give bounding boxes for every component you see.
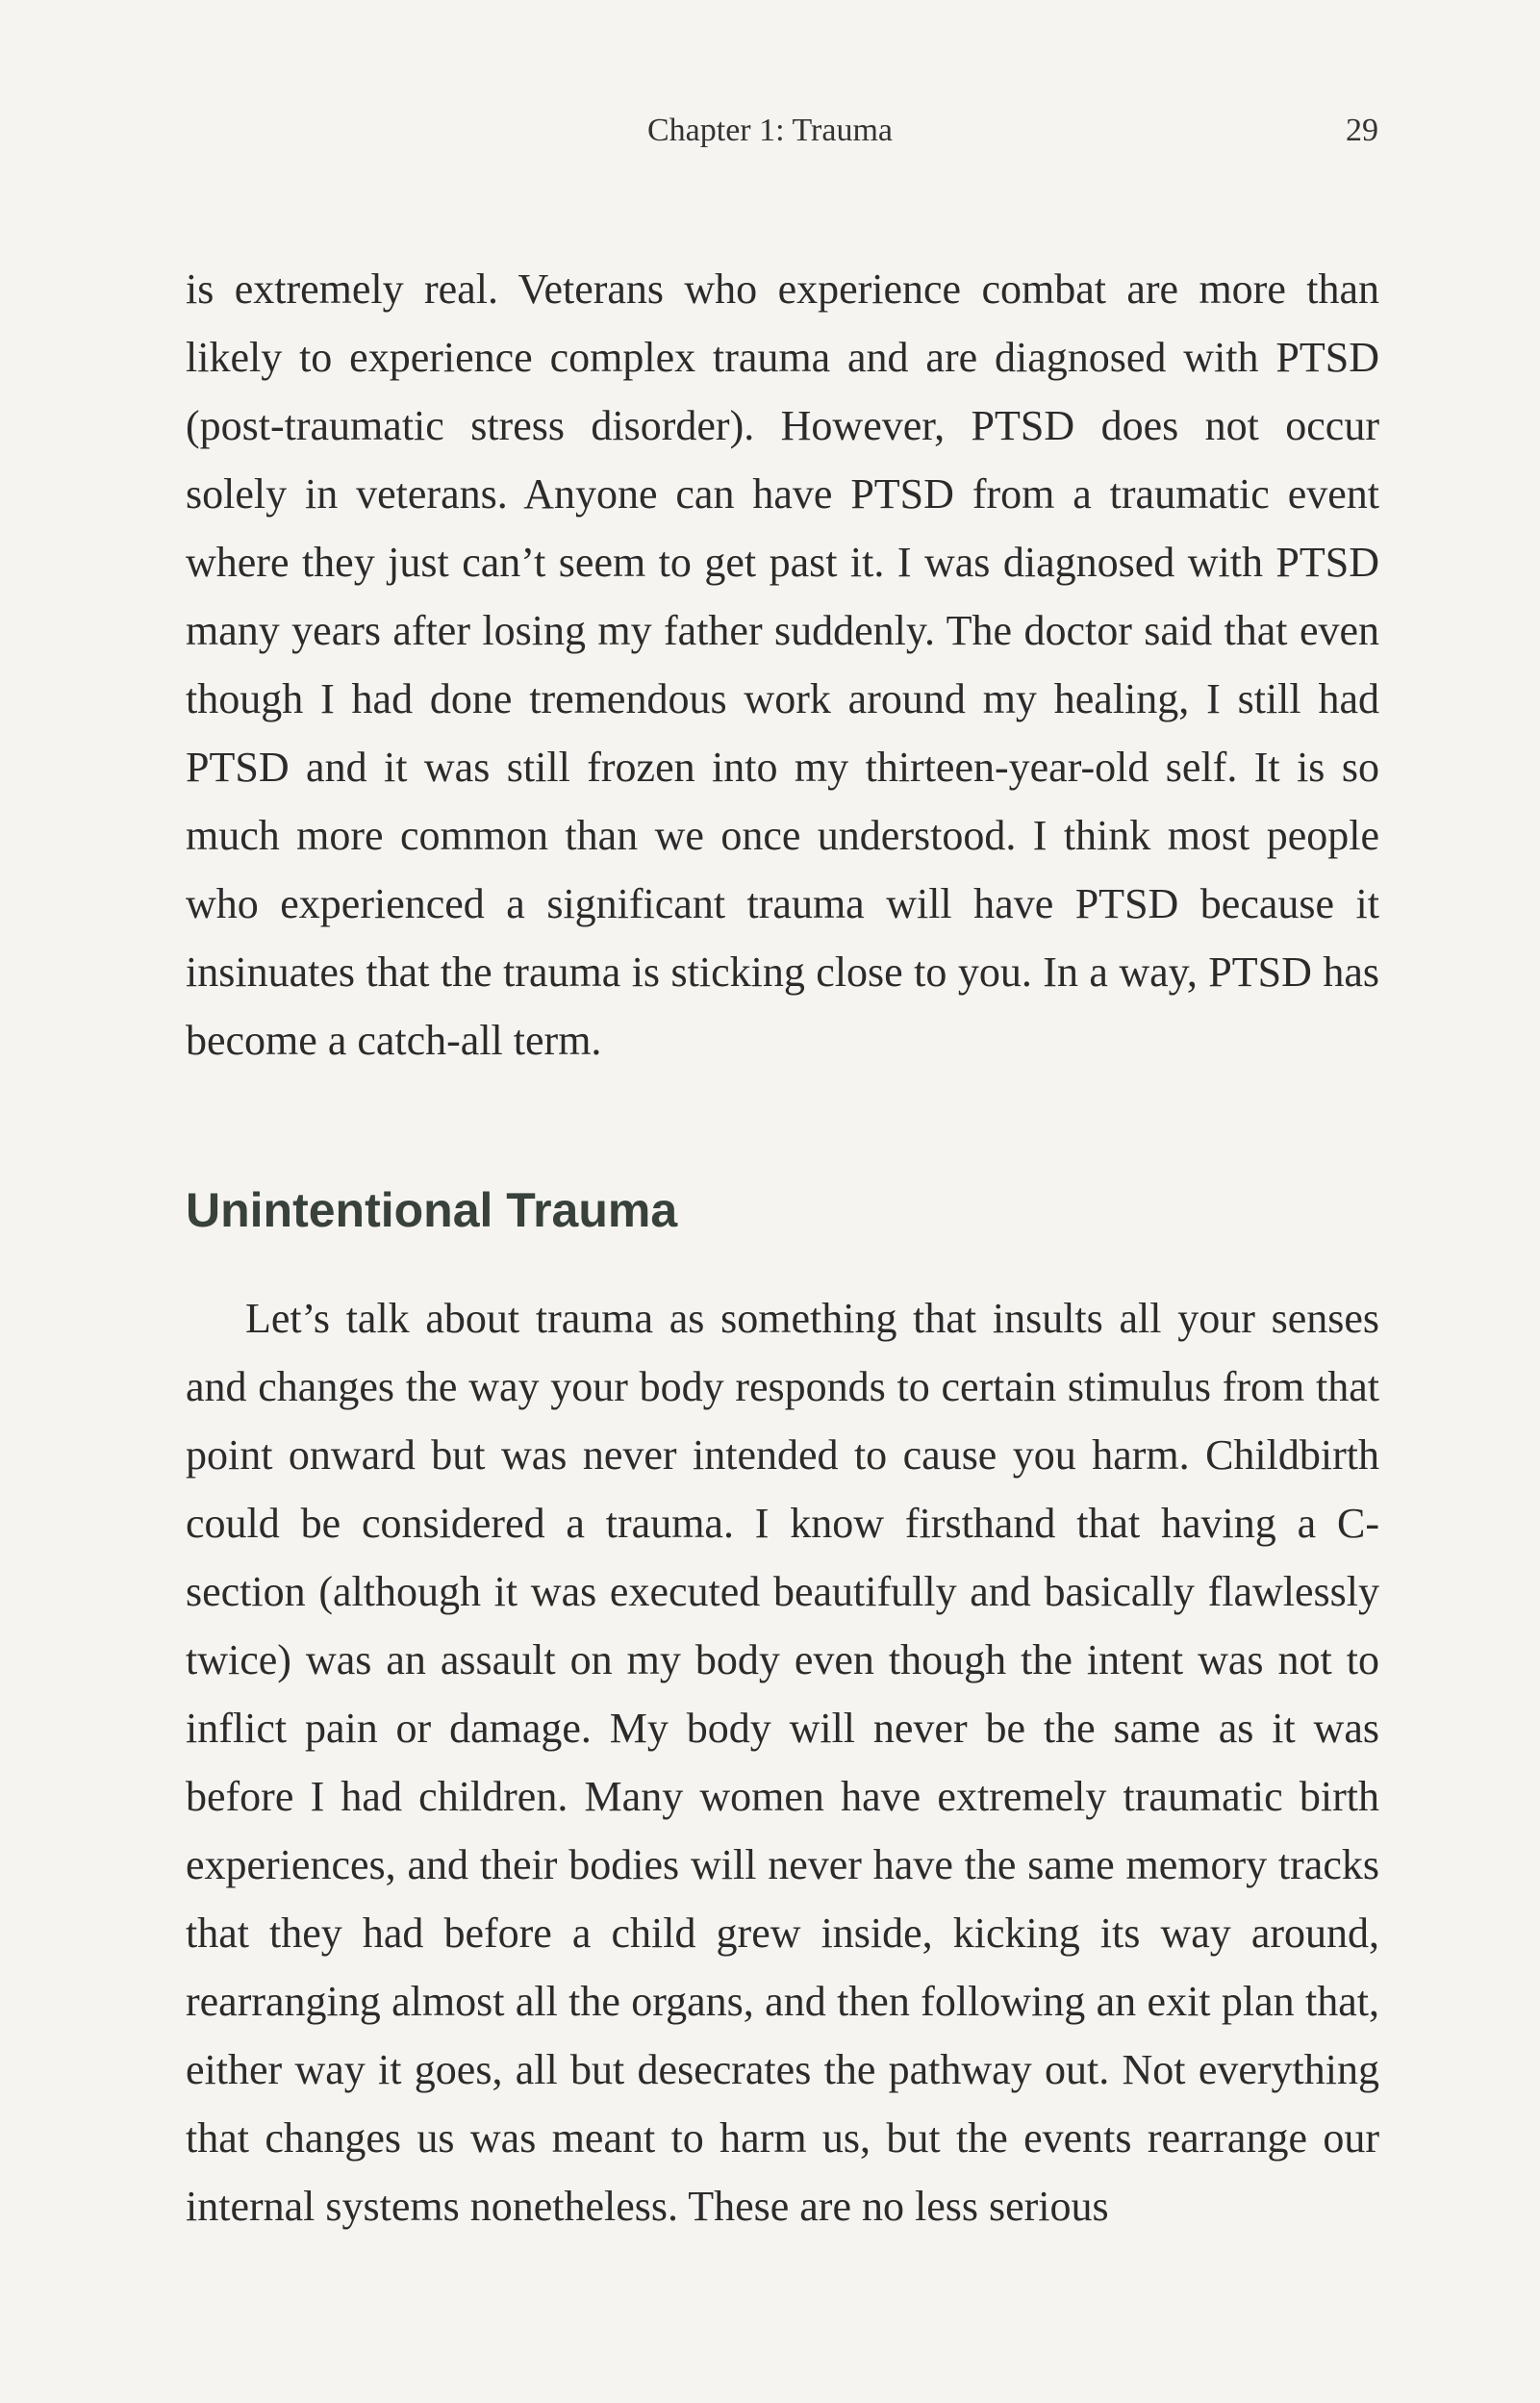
paragraph: Let’s talk about trauma as something that insults all your senses and changes the way your body responds to certain stimulus from that point onward but was never intended to cause you harm. Childbirth could be considered a trauma. I know firsthand that having a C-section (although it was executed beautifully and basically flawlessly twice) was an assault on my body even though the intent was not to inflict pain or damage. My body will never be the same as it was before I had children. Many women have extremely traumatic birth experiences, and their bodies will never have the same memory tracks that they had before a child grew inside, kicking its way around, rearranging almost all the organs, and then following an exit plan that, either way it goes, all but desecrates the pathway out. Not everything that changes us was meant to harm us, but the events rearrange our internal systems nonetheless. These are no less serious — [186, 1295, 1379, 2230]
running-title: Chapter 1: Trauma — [647, 113, 893, 148]
page-number: 29 — [1346, 113, 1378, 148]
body-text-block — [186, 1284, 1379, 2240]
body-text-block — [186, 255, 1379, 1075]
running-head — [0, 108, 1540, 154]
section-heading: Unintentional Trauma — [186, 1183, 678, 1237]
paragraph: is extremely real. Veterans who experience combat are more than likely to experience complex trauma and are diagnosed with PTSD (post-traumatic stress disorder). However, PTSD does not occur solely in veterans. Anyone can have PTSD from a traumatic event where they just can’t seem to get past it. I was diagnosed with PTSD many years after losing my father suddenly. The doctor said that even though I had done tremendous work around my healing, I still had PTSD and it was still frozen into my thirteen-year-old self. It is so much more common than we once understood. I think most people who experienced a significant trauma will have PTSD because it insinuates that the trauma is sticking close to you. In a way, PTSD has become a catch-all term. — [186, 266, 1379, 1064]
